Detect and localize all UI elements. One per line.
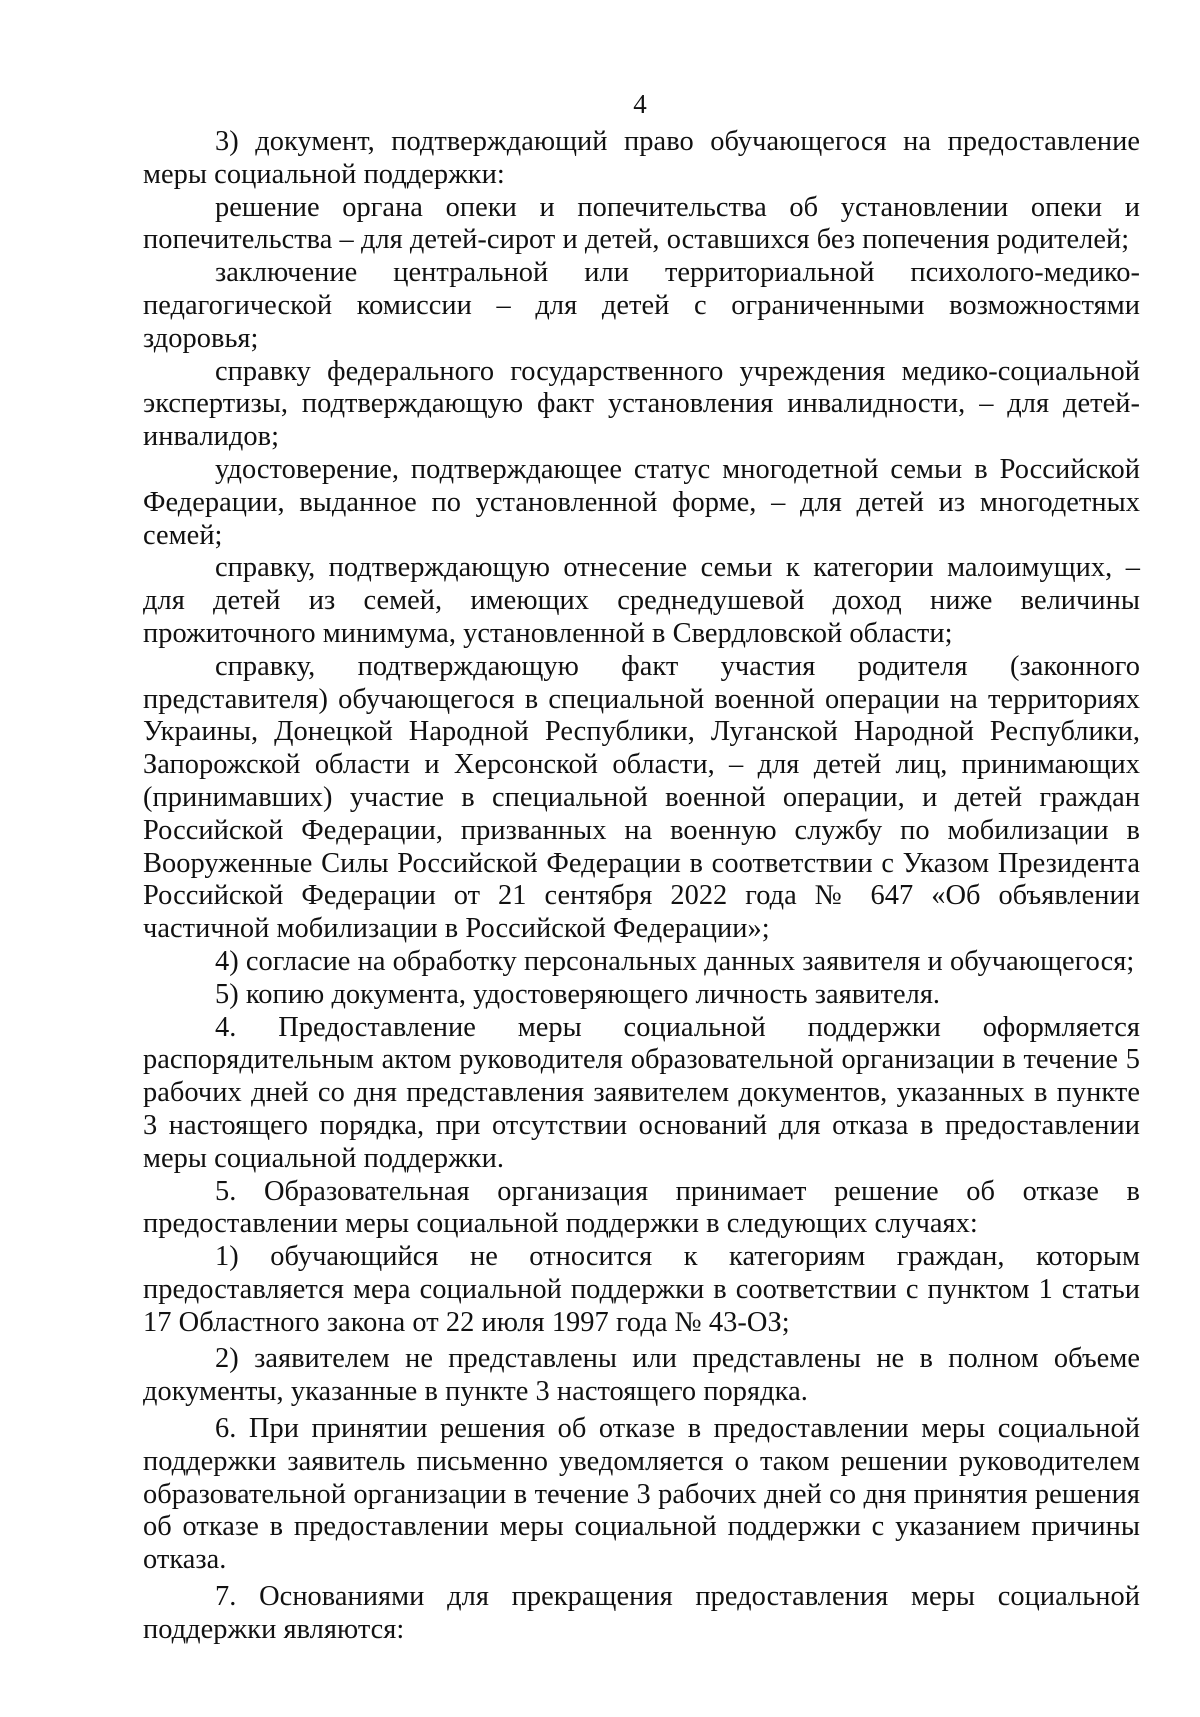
page-number: 4 [633, 89, 647, 119]
document-body [143, 126, 1140, 1647]
paragraph-item-5: 5) копию документа, удостоверяющего личность заявителя. [215, 978, 941, 1010]
paragraph-refusal-reason-1: 1) обучающийся не относится к категориям граждан, которым предоставляется мера социальной поддержки в соответствии с пунктом 1 статьи 17 Областного закона от 22 июля 1997 года № 43-ОЗ; [143, 1241, 1140, 1338]
paragraph-pmpk-conclusion: заключение центральной или территориальной психолого-медико-педагогической комиссии – для детей с ограниченными возможностями здоровья; [143, 257, 1140, 354]
paragraph-military-operation-certificate: справку, подтверждающую факт участия родителя (законного представителя) обучающегося в специальной военной операции на территориях Украины, Донецкой Народной Республики, Луганской Народной Республики, Запорожской области и Херсонской области, – для детей лиц, принимающих (принимавших) участие в специальной военной операции, и детей граждан Российской Федерации, призванных на военную службу по мобилизации в Вооруженные Силы Российской Федерации в соответствии с Указом Президента Российской Федерации от 21 сентября 2022 года № 647 «Об объявлении частичной мобилизации в Российской Федерации»; [143, 650, 1140, 945]
paragraph-low-income-certificate: справку, подтверждающую отнесение семьи к категории малоимущих, – для детей из семей, имеющих среднедушевой доход ниже величины прожиточного минимума, установленной в Свердловской области; [143, 552, 1140, 649]
paragraph-guardianship-decision: решение органа опеки и попечительства об установлении опеки и попечительства – для детей-сирот и детей, оставшихся без попечения родителей; [143, 191, 1140, 256]
paragraph-section-5: 5. Образовательная организация принимает решение об отказе в предоставлении меры социальной поддержки в следующих случаях: [143, 1175, 1140, 1240]
paragraph-section-4: 4. Предоставление меры социальной поддержки оформляется распорядительным актом руководителя образовательной организации в течение 5 рабочих дней со дня представления заявителем документов, указанных в пункте 3 настоящего порядка, при отсутствии оснований для отказа в предоставлении меры социальной поддержки. [143, 1011, 1140, 1174]
paragraph-item-4: 4) согласие на обработку персональных данных заявителя и обучающегося; [215, 945, 1135, 977]
paragraph-large-family-certificate: удостоверение, подтверждающее статус многодетной семьи в Российской Федерации, выданное по установленной форме, – для детей из многодетных семей; [143, 453, 1140, 551]
paragraph-disability-certificate: справку федерального государственного учреждения медико-социальной экспертизы, подтверждающую факт установления инвалидности, – для детей-инвалидов; [143, 355, 1140, 453]
paragraph-refusal-reason-2: 2) заявителем не представлены или представлены не в полном объеме документы, указанные в пункте 3 настоящего порядка. [143, 1343, 1140, 1408]
paragraph-section-6: 6. При принятии решения об отказе в предоставлении меры социальной поддержки заявитель письменно уведомляется о таком решении руководителем образовательной организации в течение 3 рабочих дней со дня принятия решения об отказе в предоставлении меры социальной поддержки с указанием причины отказа. [143, 1413, 1140, 1576]
paragraph-section-7: 7. Основаниями для прекращения предоставления меры социальной поддержки являются: [143, 1581, 1140, 1645]
paragraph-item-3: 3) документ, подтверждающий право обучающегося на предоставление меры социальной поддержки: [143, 126, 1140, 190]
